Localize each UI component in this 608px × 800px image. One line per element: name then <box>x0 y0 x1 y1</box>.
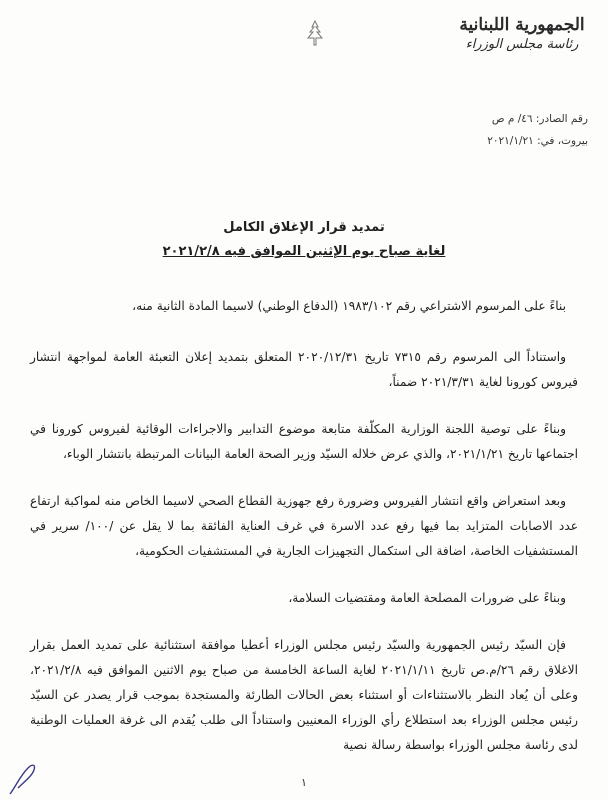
paragraph: وبعد استعراض واقع انتشار الفيروس وضرورة رفع جهوزية القطاع الصحي لاسيما الخاص منه لمواكبة ارتفاع عدد الاصابات المتزايد بما فيها رفع عدد الاسرة في غرف العناية الفائقة بما لا يقل عن /١٠٠/ سرير في المستشفيات الخاصة، اضافة الى استكمال التجهيزات الجارية في المستشفيات الحكومية، <box>30 494 578 558</box>
document-body <box>30 294 578 780</box>
paragraph: واستناداً الى المرسوم رقم ٧٣١٥ تاريخ ٢٠٢٠/١٢/٣١ المتعلق بتمديد إعلان التعبئة العامة لمواجهة انتشار فيروس كورونا لغاية ٢٠٢١/٣/٣١ ضمناً، <box>30 350 578 389</box>
paragraph: وبناءً على ضرورات المصلحة العامة ومقتضيات السلامة، <box>288 591 566 605</box>
issue-number: رقم الصادر: ٤٦/ م ص <box>491 113 588 125</box>
decision-title <box>60 216 548 264</box>
paragraph: وبناءً على توصية اللجنة الوزارية المكلّفة متابعة موضوع التدابير والاجراءات الوقائية لفيروس كورونا في اجتماعها تاريخ ٢٠٢١/١/٢١، والذي عرض خلاله السيّد وزير الصحة العامة البيانات المرتبطة بانتشار الوباء، <box>30 422 578 461</box>
letterhead-republic: الجمهورية اللبنانية <box>459 15 585 35</box>
paragraph: فإن السيّد رئيس الجمهورية والسيّد رئيس مجلس الوزراء أعطيا موافقة استثنائية على تمديد العمل بقرار الاغلاق رقم ٢٦/م.ص تاريخ ٢٠٢١/١/١١ لغاية الساعة الخامسة من صباح يوم الاثنين الموافق فيه ٢٠٢١/٢/٨، وعلى أن يُعاد النظر بالاستثناءات أو استثناء بعض الحالات الطارئة والمستجدة بموجب قرار يصدر عن السيّد رئيس مجلس الوزراء بعد استطلاع رأي الوزراء المعنيين واستناداً الى طلب يُقدم الى غرفة العمليات الوطنية لدى رئاسة مجلس الوزراء بواسطة رسالة نصية <box>30 638 578 752</box>
title-line-1: تمديد قرار الإغلاق الكامل <box>223 220 385 235</box>
paragraph: بناءً على المرسوم الاشتراعي رقم ١٩٨٣/١٠٢ (الدفاع الوطني) لاسيما المادة الثانية منه، <box>132 299 566 313</box>
letterhead-presidency: رئاسة مجلس الوزراء <box>465 37 579 52</box>
place-date: بيروت، في: ٢٠٢١/١/٢١ <box>487 135 588 147</box>
letterhead <box>452 14 592 54</box>
page-number: ١ <box>301 776 307 789</box>
title-line-2: لغاية صباح يوم الإثنين الموافق فيه ٢٠٢١/٢/٨ <box>162 244 446 259</box>
cedar-emblem-icon <box>302 20 328 48</box>
reference-block <box>388 108 588 152</box>
